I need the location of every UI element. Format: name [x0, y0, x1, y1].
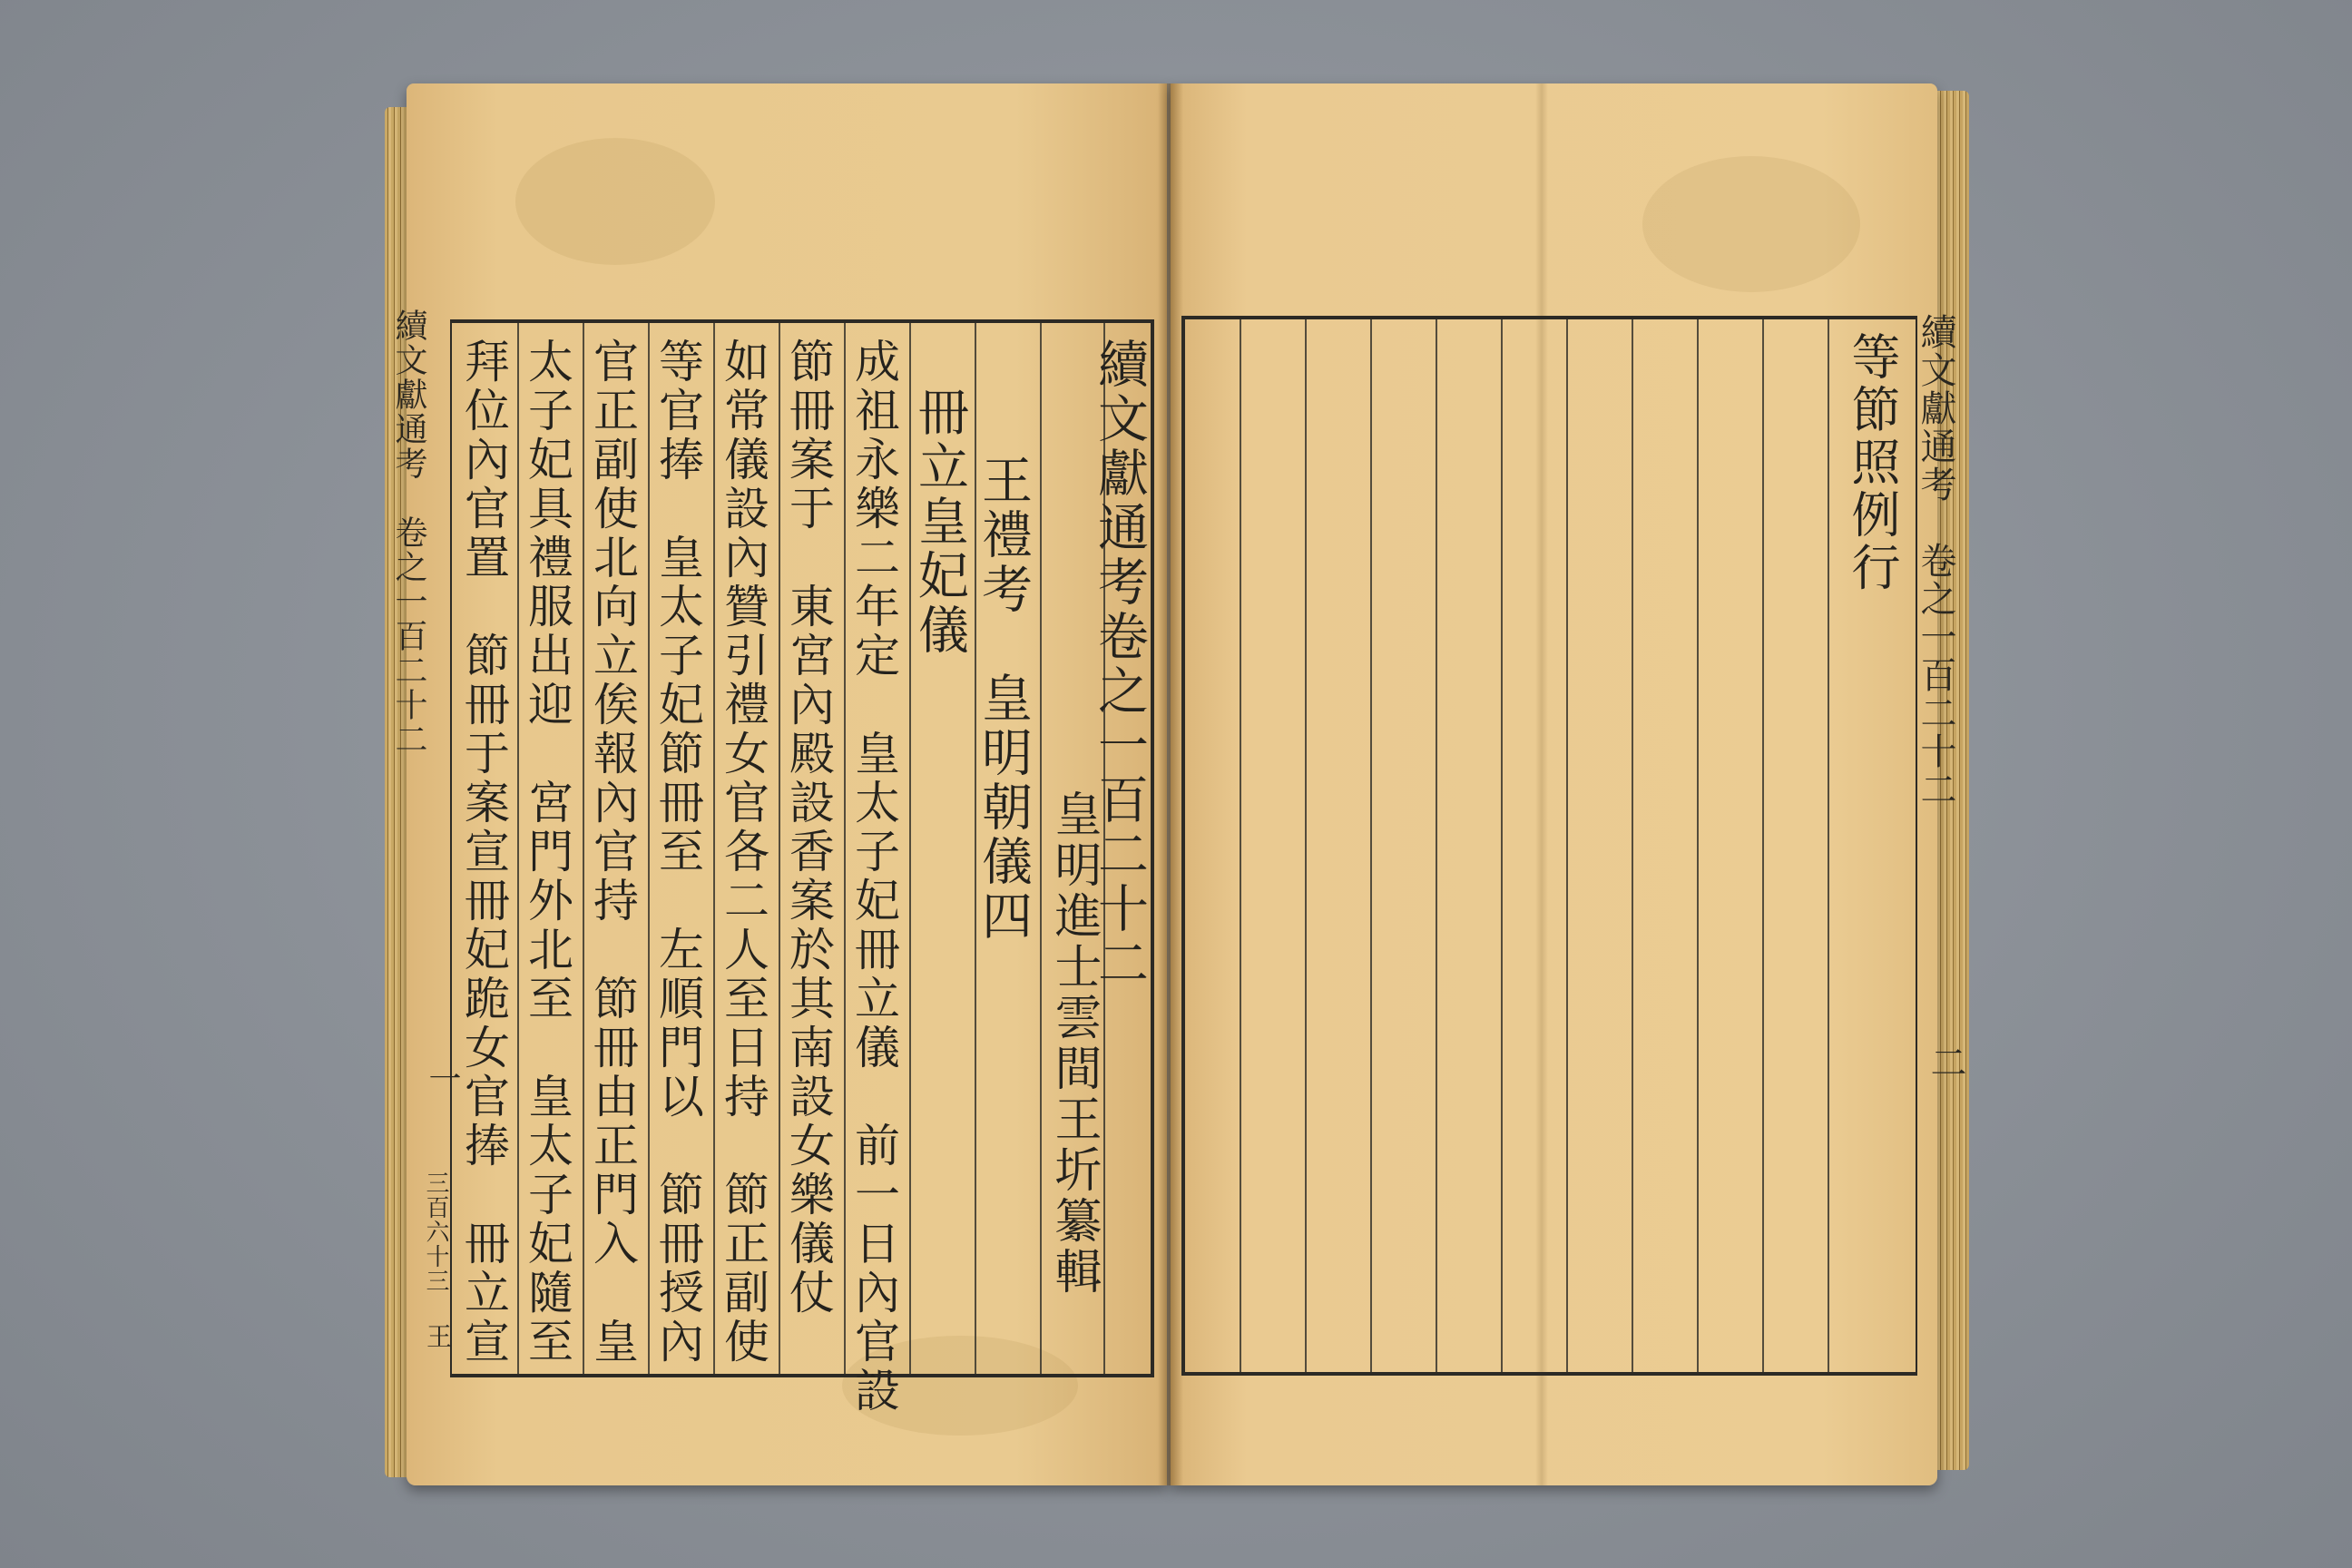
subsection-title: 冊立皇妃儀: [910, 386, 969, 658]
text-line: 拜位內官置 節冊于案宣冊妃跪女官捧 冊立宣: [457, 338, 510, 1367]
volume-header: 續文獻通考卷之一百二十二: [1090, 338, 1149, 991]
text-line: 節冊案于 東宮內殿設香案於其南設女樂儀仗: [782, 338, 835, 1318]
left-edge-count: 三百六十三: [422, 1171, 449, 1293]
text-line: 太子妃具禮服出迎 宮門外北至 皇太子妃隨至: [521, 338, 573, 1367]
right-text-frame: [1181, 316, 1917, 1376]
left-edge-page: 一: [424, 1062, 461, 1094]
left-edge-mark: 王: [423, 1323, 453, 1348]
author-line: 皇明進士雲間王圻纂輯: [1046, 789, 1101, 1298]
left-edge-label: 續文獻通考 卷之一百二十二: [390, 309, 427, 757]
text-line: 官正副使北向立俟報內官持 節冊由正門入 皇: [586, 338, 639, 1367]
right-edge-page: 二: [1925, 1044, 1966, 1080]
text-line: 如常儀設內贊引禮女官各二人至日持 節正副使: [717, 338, 769, 1367]
text-line: 成祖永樂二年定 皇太子妃冊立儀 前一日內官設: [848, 338, 900, 1416]
text-line: 等官捧 皇太子妃節冊至 左順門以 節冊授內: [652, 338, 704, 1367]
book-gutter: [1158, 83, 1183, 1485]
section-title: 王禮考 皇明朝儀四: [974, 454, 1033, 944]
right-edge-label: 續文獻通考 卷之一百二十二: [1915, 313, 1956, 808]
closing-line: 等節照例行: [1844, 331, 1901, 594]
